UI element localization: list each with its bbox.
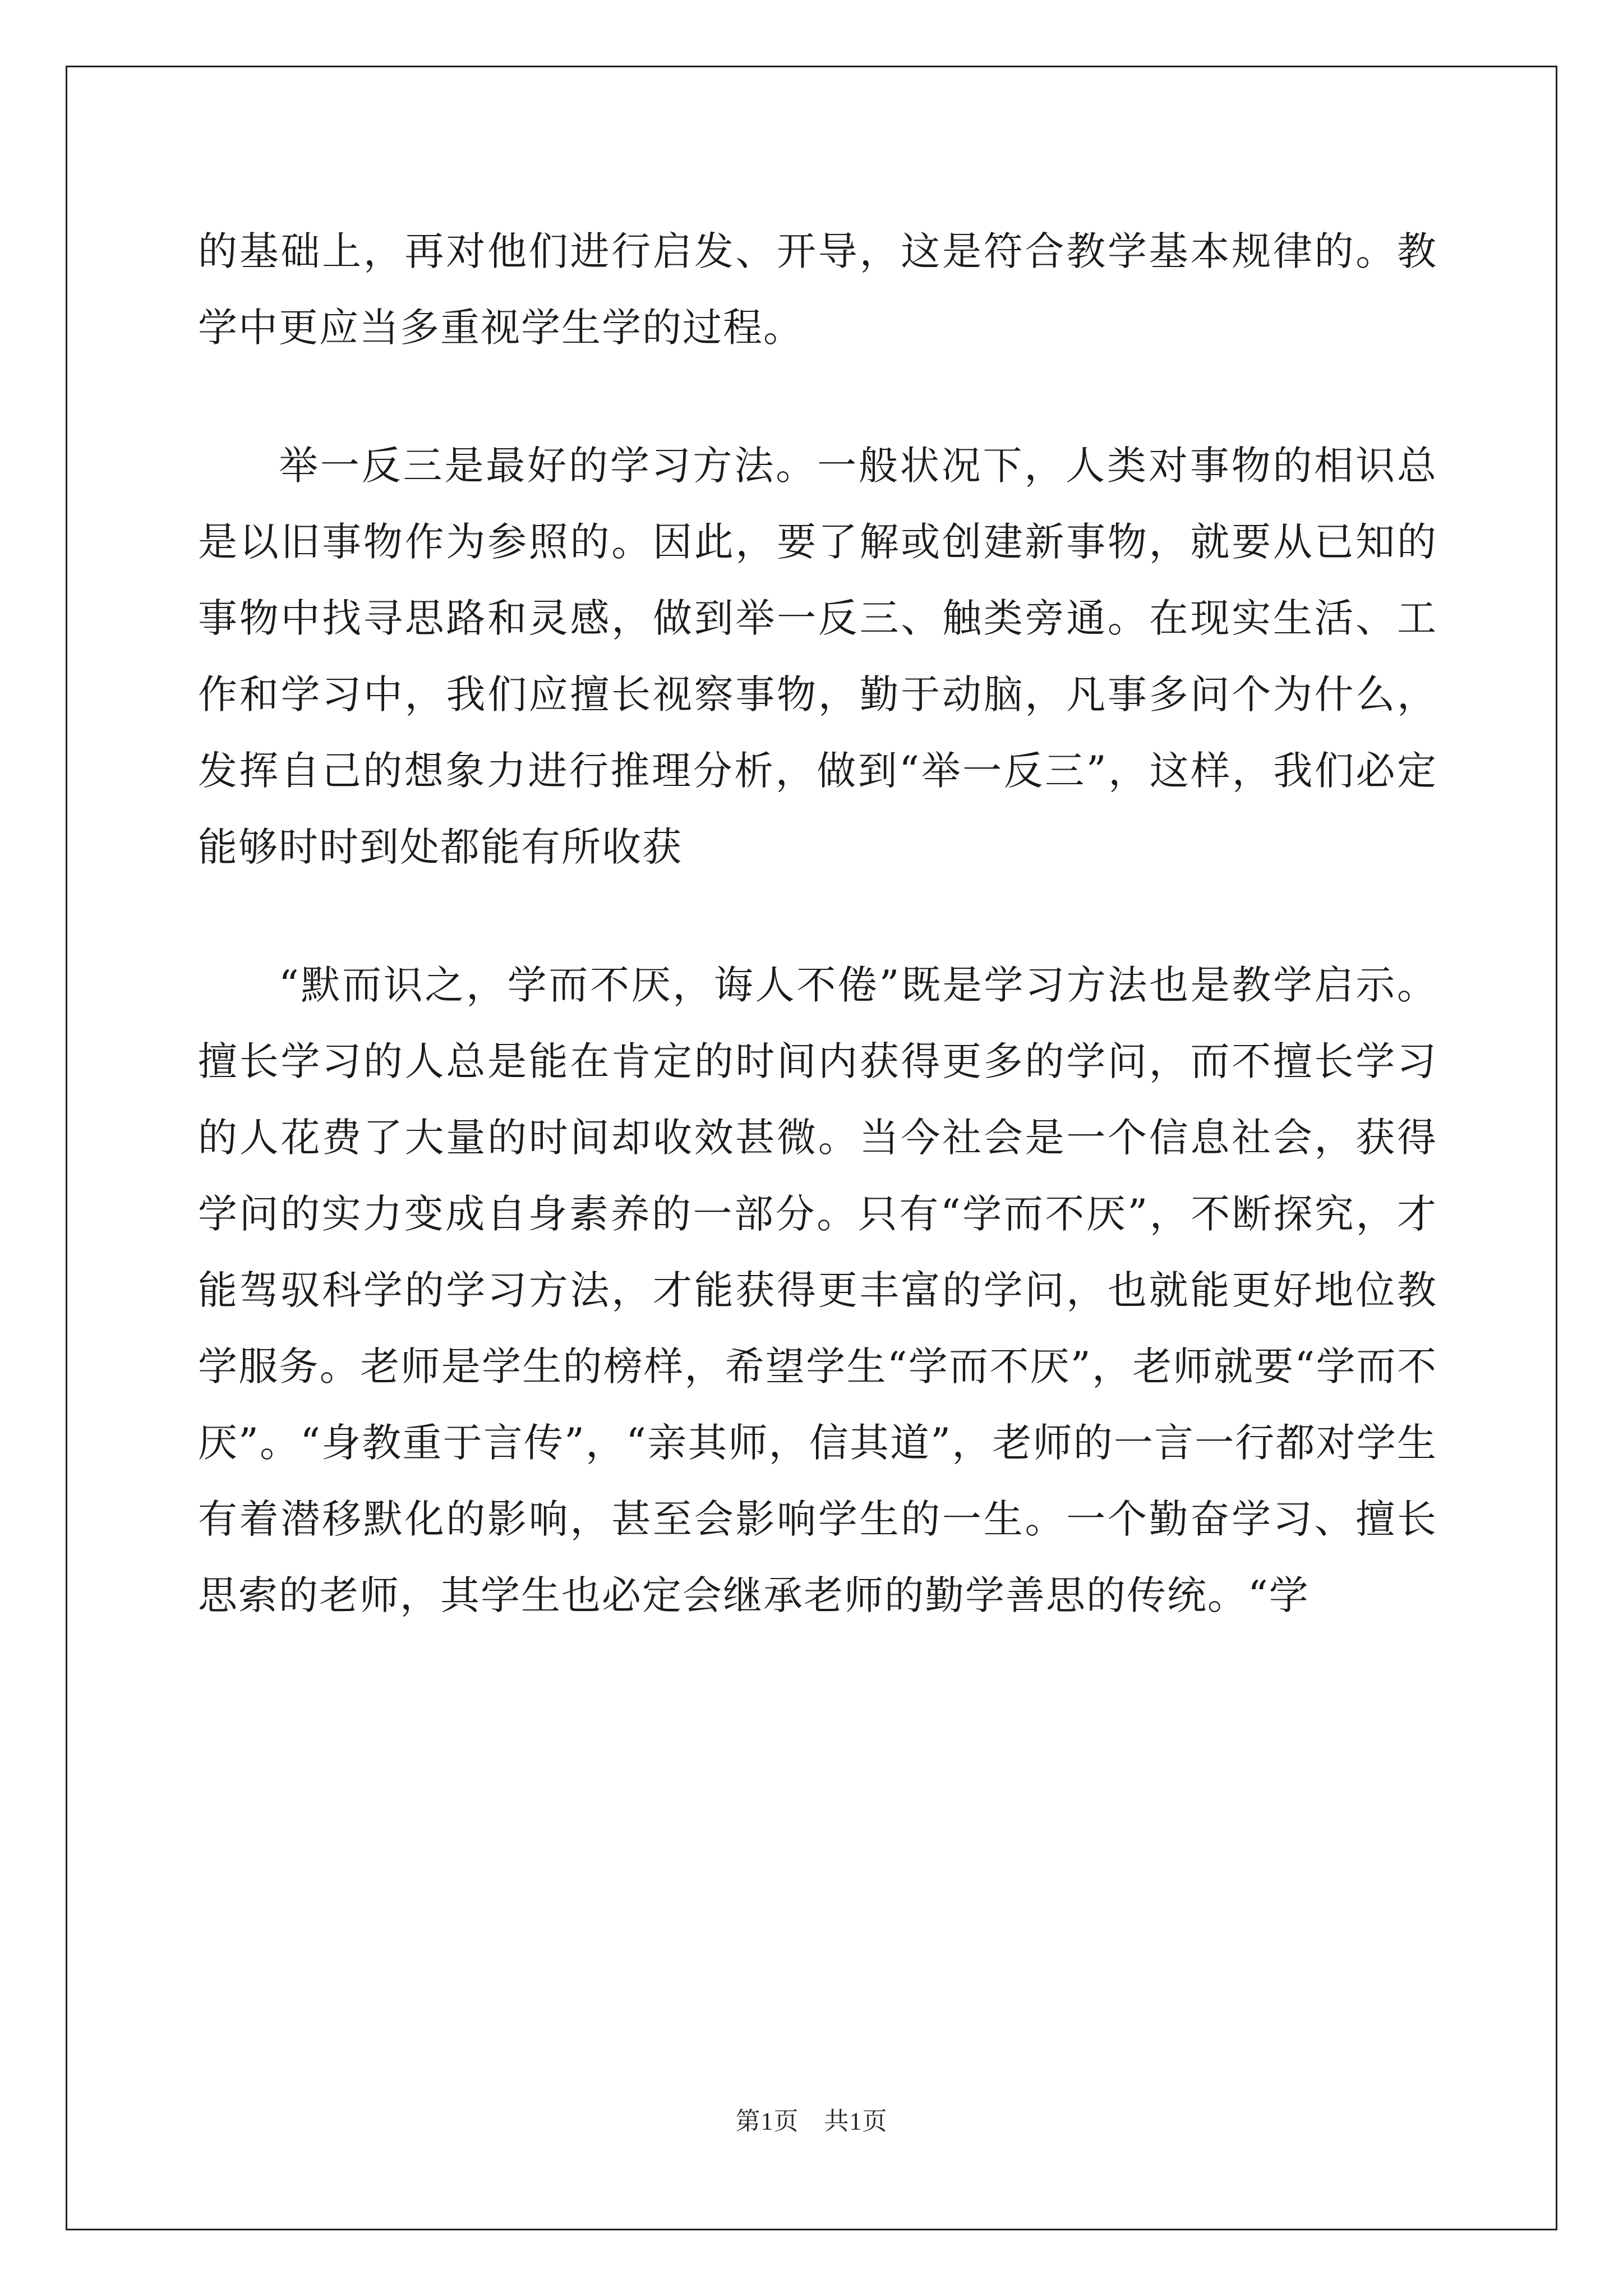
paragraph-3: “默而识之，学而不厌，诲人不倦”既是学习方法也是教学启示。擅长学习的人总是能在肯定的时间内获得更多的学问，而不擅长学习的人花费了大量的时间却收效甚微。当今社会是一个信息社会，获得学问的实力变成自身素养的一部分。只有“学而不厌”，不断探究，才能驾驭科学的学习方法，才能获得更丰富的学问，也就能更好地位教学服务。老师是学生的榜样，希望学生“学而不厌”，老师就要“学而不厌”。“身教重于言传”，“亲其师，信其道”，老师的一言一行都对学生有着潜移默化的影响，甚至会影响学生的一生。一个勤奋学习、擅长思索的老师，其学生也必定会继承老师的勤学善思的传统。“学 <box>198 962 1437 1618</box>
paragraph-2: 举一反三是最好的学习方法。一般状况下，人类对事物的相识总是以旧事物作为参照的。因此，要了解或创建新事物，就要从已知的事物中找寻思路和灵感，做到举一反三、触类旁通。在现实生活、工作和学习中，我们应擅长视察事物，勤于动脑，凡事多问个为什么，发挥自己的想象力进行推理分析，做到“举一反三”，这样，我们必定能够时时到处都能有所收获 <box>198 443 1437 870</box>
document-body <box>198 213 1437 1634</box>
paragraph-1: 的基础上，再对他们进行启发、开导，这是符合教学基本规律的。教学中更应当多重视学生学的过程。 <box>198 228 1437 351</box>
page-number-footer: 第1页 共1页 <box>735 2108 888 2135</box>
